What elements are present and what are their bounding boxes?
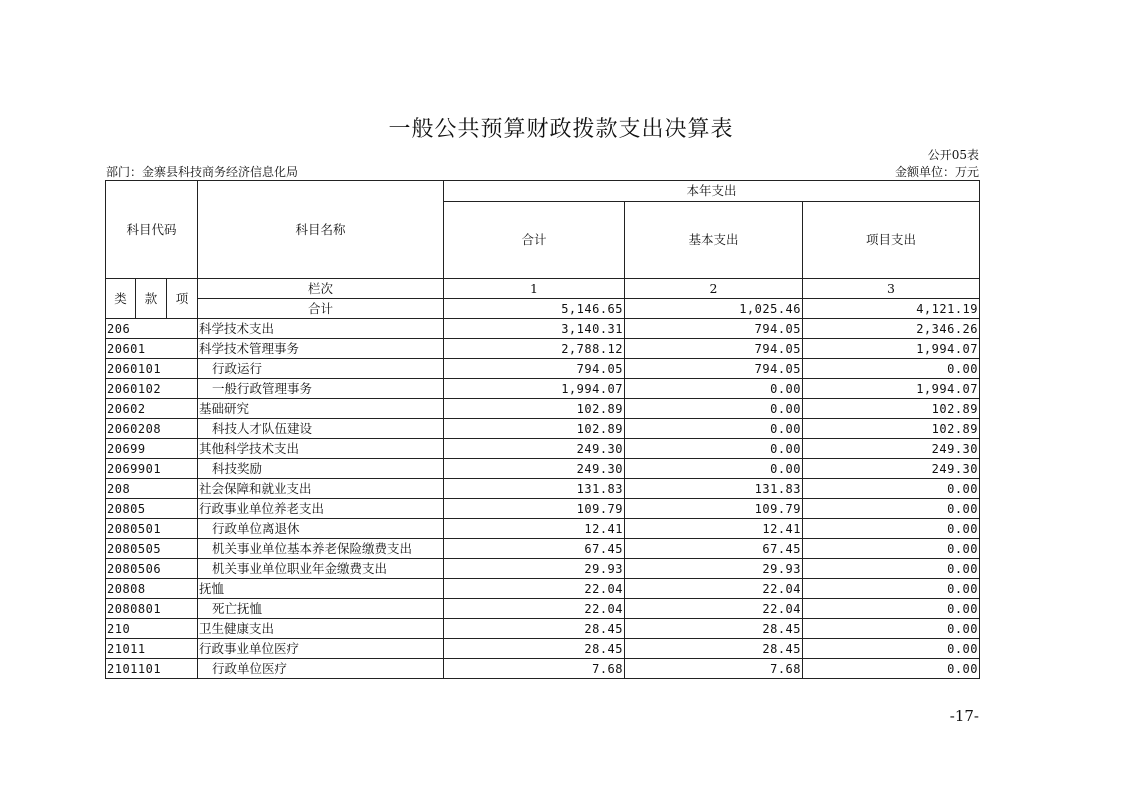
row-code: 2060102: [106, 379, 198, 399]
row-total: 67.45: [444, 539, 625, 559]
row-project: 0.00: [803, 359, 980, 379]
row-code: 2080506: [106, 559, 198, 579]
row-code: 2080801: [106, 599, 198, 619]
row-code: 20808: [106, 579, 198, 599]
row-name: 抚恤: [198, 579, 444, 599]
sum-label: 合计: [198, 299, 444, 319]
row-basic: 794.05: [625, 359, 803, 379]
unit-label: 金额单位：万元: [894, 165, 979, 179]
row-name: 科学技术支出: [198, 319, 444, 339]
row-project: 0.00: [803, 659, 980, 679]
row-basic: 67.45: [625, 539, 803, 559]
header-lanci: 栏次: [198, 279, 444, 299]
row-code: 20602: [106, 399, 198, 419]
row-basic: 109.79: [625, 499, 803, 519]
row-basic: 28.45: [625, 639, 803, 659]
row-total: 102.89: [444, 419, 625, 439]
row-total: 249.30: [444, 439, 625, 459]
row-total: 3,140.31: [444, 319, 625, 339]
row-total: 109.79: [444, 499, 625, 519]
header-basic: 基本支出: [625, 202, 803, 279]
row-basic: 7.68: [625, 659, 803, 679]
table-row: [106, 499, 980, 519]
row-code: 210: [106, 619, 198, 639]
row-basic: 794.05: [625, 319, 803, 339]
header-kuan: 款: [136, 279, 167, 319]
row-basic: 29.93: [625, 559, 803, 579]
department-label: 部门：金寨县科技商务经济信息化局: [106, 165, 299, 179]
row-name: 其他科学技术支出: [198, 439, 444, 459]
row-code: 2069901: [106, 459, 198, 479]
row-total: 12.41: [444, 519, 625, 539]
row-total: 102.89: [444, 399, 625, 419]
row-basic: 22.04: [625, 579, 803, 599]
row-code: 208: [106, 479, 198, 499]
row-total: 22.04: [444, 579, 625, 599]
row-project: 102.89: [803, 419, 980, 439]
row-basic: 28.45: [625, 619, 803, 639]
row-total: 29.93: [444, 559, 625, 579]
row-project: 0.00: [803, 579, 980, 599]
row-name: 行政事业单位医疗: [198, 639, 444, 659]
row-project: 0.00: [803, 479, 980, 499]
row-total: 28.45: [444, 619, 625, 639]
row-name: 科学技术管理事务: [198, 339, 444, 359]
sum-total: 5,146.65: [444, 299, 625, 319]
row-project: 2,346.26: [803, 319, 980, 339]
row-project: 0.00: [803, 499, 980, 519]
row-code: 2101101: [106, 659, 198, 679]
header-name: 科目名称: [198, 181, 444, 279]
row-name: 社会保障和就业支出: [198, 479, 444, 499]
row-project: 249.30: [803, 459, 980, 479]
row-name: 死亡抚恤: [198, 599, 444, 619]
table-row: [106, 359, 980, 379]
header-lei: 类: [106, 279, 136, 319]
header-col2: 2: [625, 279, 803, 299]
row-name: 卫生健康支出: [198, 619, 444, 639]
row-basic: 0.00: [625, 459, 803, 479]
header-total: 合计: [444, 202, 625, 279]
table-row: [106, 519, 980, 539]
row-project: 249.30: [803, 439, 980, 459]
row-total: 7.68: [444, 659, 625, 679]
table-row: [106, 639, 980, 659]
header-code: 科目代码: [106, 181, 198, 279]
row-code: 2080505: [106, 539, 198, 559]
row-basic: 794.05: [625, 339, 803, 359]
header-col3: 3: [803, 279, 980, 299]
row-name: 一般行政管理事务: [198, 379, 444, 399]
row-code: 206: [106, 319, 198, 339]
row-project: 0.00: [803, 599, 980, 619]
row-total: 131.83: [444, 479, 625, 499]
page-number: -17-: [949, 707, 979, 725]
row-total: 28.45: [444, 639, 625, 659]
row-project: 0.00: [803, 519, 980, 539]
row-total: 1,994.07: [444, 379, 625, 399]
header-project: 项目支出: [803, 202, 980, 279]
row-name: 机关事业单位职业年金缴费支出: [198, 559, 444, 579]
sum-project: 4,121.19: [803, 299, 980, 319]
row-name: 基础研究: [198, 399, 444, 419]
row-name: 机关事业单位基本养老保险缴费支出: [198, 539, 444, 559]
row-name: 科技人才队伍建设: [198, 419, 444, 439]
table-row: [106, 379, 980, 399]
row-basic: 22.04: [625, 599, 803, 619]
row-total: 249.30: [444, 459, 625, 479]
row-basic: 0.00: [625, 379, 803, 399]
table-row: [106, 599, 980, 619]
table-row: [106, 619, 980, 639]
table-row: [106, 539, 980, 559]
table-row: [106, 339, 980, 359]
row-project: 0.00: [803, 559, 980, 579]
row-code: 20805: [106, 499, 198, 519]
row-name: 科技奖励: [198, 459, 444, 479]
page-title: 一般公共预算财政拨款支出决算表: [388, 117, 734, 142]
row-name: 行政单位离退休: [198, 519, 444, 539]
row-name: 行政单位医疗: [198, 659, 444, 679]
sum-basic: 1,025.46: [625, 299, 803, 319]
row-code: 2060208: [106, 419, 198, 439]
form-number: 公开05表: [927, 148, 979, 162]
row-basic: 131.83: [625, 479, 803, 499]
header-current-year: 本年支出: [444, 181, 980, 202]
row-code: 21011: [106, 639, 198, 659]
row-total: 794.05: [444, 359, 625, 379]
row-basic: 12.41: [625, 519, 803, 539]
expenditure-table: [105, 180, 980, 679]
table-row: [106, 319, 980, 339]
row-project: 0.00: [803, 539, 980, 559]
table-row: [106, 659, 980, 679]
row-name: 行政运行: [198, 359, 444, 379]
row-project: 1,994.07: [803, 379, 980, 399]
row-basic: 0.00: [625, 399, 803, 419]
table-row: [106, 439, 980, 459]
row-name: 行政事业单位养老支出: [198, 499, 444, 519]
row-project: 1,994.07: [803, 339, 980, 359]
table-row: [106, 419, 980, 439]
table-row: [106, 399, 980, 419]
row-project: 0.00: [803, 639, 980, 659]
row-code: 20601: [106, 339, 198, 359]
header-xiang: 项: [167, 279, 198, 319]
row-project: 0.00: [803, 619, 980, 639]
row-code: 20699: [106, 439, 198, 459]
table-row: [106, 479, 980, 499]
header-col1: 1: [444, 279, 625, 299]
row-basic: 0.00: [625, 439, 803, 459]
row-code: 2060101: [106, 359, 198, 379]
row-total: 22.04: [444, 599, 625, 619]
row-project: 102.89: [803, 399, 980, 419]
row-total: 2,788.12: [444, 339, 625, 359]
row-code: 2080501: [106, 519, 198, 539]
table-row: [106, 579, 980, 599]
table-row: [106, 459, 980, 479]
row-basic: 0.00: [625, 419, 803, 439]
table-row: [106, 559, 980, 579]
